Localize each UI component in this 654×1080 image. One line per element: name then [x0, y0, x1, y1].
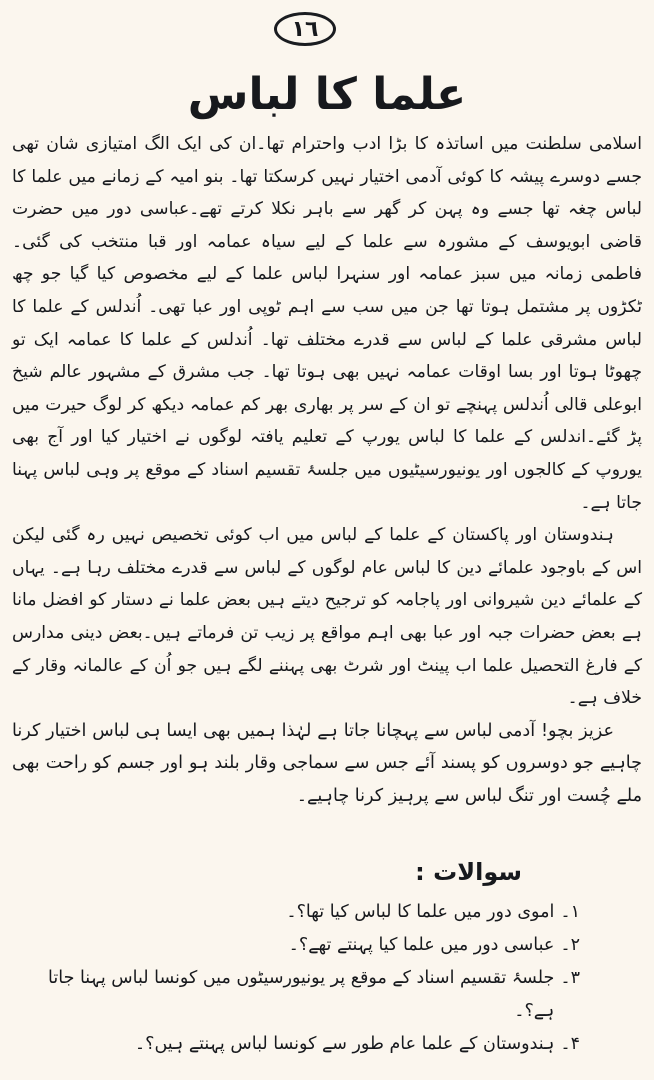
question-item: [20, 1028, 580, 1061]
question-number: ۱۔: [560, 902, 580, 922]
chapter-title: علما کا لباس: [187, 69, 467, 120]
question-text: عباسی دور میں علما کیا پہنتے تھے؟۔: [288, 935, 555, 955]
page-number: ١٦: [291, 16, 319, 42]
chapter-body: [12, 128, 642, 812]
paragraph-3: عزیز بچو! آدمی لباس سے پہچانا جاتا ہے لہٰذا ہمیں بھی ایسا ہی لباس اختیار کرنا چاہیے جو دوسروں کو پسند آئے جس سے سماجی وقار بلند ہو اور جسم کو راحت بھی ملے چُست اور تنگ لباس سے پرہیز کرنا چاہیے۔: [12, 720, 642, 806]
question-number: ۳۔: [560, 968, 580, 988]
questions-heading: [415, 858, 522, 886]
paragraph-2: ہندوستان اور پاکستان کے علما کے لباس میں اب کوئی تخصیص نہیں رہ گئی لیکن اس کے باوجود علمائے دین کا لباس عام لوگوں کے لباس سے قدرے مختلف رہا ہے۔ یہاں کے علمائے دین شیروانی اور پاجامہ کو ترجیح دیتے ہیں بعض علما نے دستار کو افضل مانا ہے بعض حضرات جبہ اور عبا بھی اہم مواقع پر زیب تن فرماتے ہیں۔بعض دینی مدارس کے فارغ التحصیل علما اب پینٹ اور شرٹ بھی پہننے لگے ہیں جو اُن کے عالمانہ وقار کے خلاف ہے۔: [12, 525, 642, 709]
question-text: اموی دور میں علما کا لباس کیا تھا؟۔: [286, 902, 555, 922]
question-item: [20, 929, 580, 962]
question-number: ۲۔: [560, 935, 580, 955]
paragraph-1: اسلامی سلطنت میں اساتذہ کا بڑا ادب واحترام تھا۔ان کی ایک الگ امتیازی شان تھی جسے دوسرے پیشہ کا کوئی آدمی اختیار نہیں کرسکتا تھا۔ بنو امیہ کے زمانے میں علما کا لباس چغہ تھا جسے وہ پہن کر گھر سے باہر نکلا کرتے تھے۔عباسی دور میں حضرت قاضی ابویوسف کے مشورہ سے علما کے لیے سیاہ عمامہ اور قبا منتخب کی گئی۔ فاطمی زمانہ میں سبز عمامہ اور سنہرا لباس علما کے لیے مخصوص کیا گیا جو چھ ٹکڑوں پر مشتمل ہوتا تھا جن میں سب سے اہم ٹوپی اور عبا تھی۔ اُندلس کے علما کا لباس مشرقی علما کے لباس سے قدرے مختلف تھا۔ اُندلس کے علما کا عمامہ ایک تو چھوٹا ہوتا اور بسا اوقات عمامہ نہیں بھی ہوتا تھا۔ جب مشرق کے مشہور عالم شیخ ابوعلی قالی اُندلس پہنچے تو ان کے سر پر بھاری بھر کم عمامہ دیکھ کر لوگ حیرت میں پڑ گئے۔اندلس کے علما کا لباس یورپ کے تعلیم یافتہ لوگوں نے اختیار کیا اور آج بھی یوروپ کے کالجوں اور یونیورسیٹیوں میں جلسۂ تقسیم اسناد کے موقع پر وہی لباس پہنا جاتا ہے۔: [12, 134, 642, 513]
question-item: [20, 962, 580, 1028]
page-number-badge: [274, 12, 336, 46]
questions-heading-text: سوالات :: [415, 858, 522, 886]
questions-list: [20, 896, 580, 1061]
question-item: [20, 896, 580, 929]
question-text: ہندوستان کے علما عام طور سے کونسا لباس پہنتے ہیں؟۔: [134, 1034, 555, 1054]
question-text: جلسۂ تقسیم اسناد کے موقع پر یونیورسیٹوں میں کونسا لباس پہنا جاتا ہے؟۔: [48, 968, 555, 1021]
question-number: ۴۔: [560, 1034, 580, 1054]
